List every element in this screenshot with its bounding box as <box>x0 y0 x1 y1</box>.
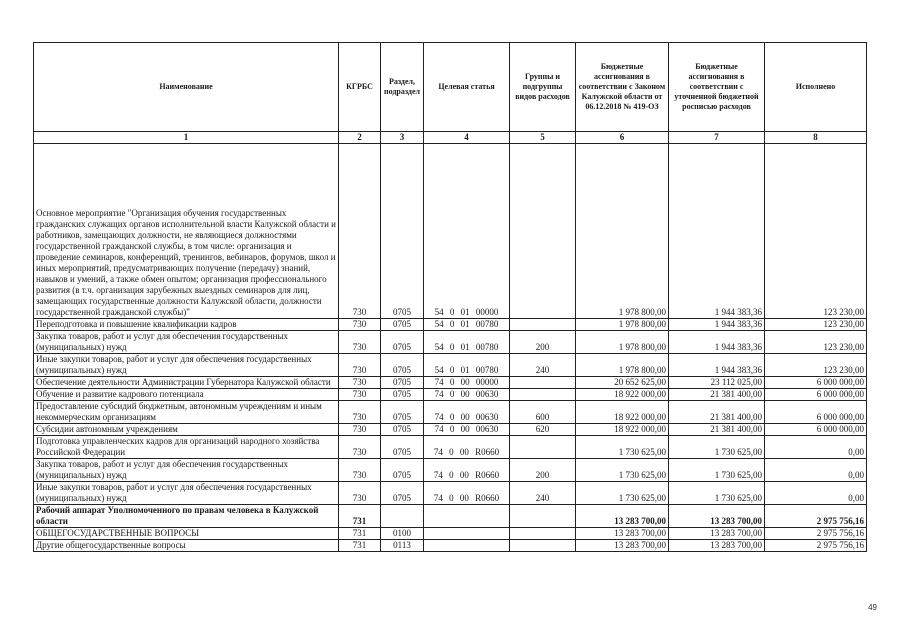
cell-group <box>510 436 576 459</box>
cell-target <box>424 528 510 540</box>
header-refined: Бюджетные ассигнования в соответствии с уточненной бюджетной росписью расходов <box>669 43 765 132</box>
cell-target: 54 0 01 00780 <box>424 331 510 354</box>
cell-group: 240 <box>510 482 576 505</box>
cell-law-amount: 13 283 700,00 <box>576 528 669 540</box>
cell-section: 0100 <box>381 528 424 540</box>
cell-law-amount: 1 730 625,00 <box>576 459 669 482</box>
cell-executed-amount: 2 975 756,16 <box>765 505 867 528</box>
cell-refined-amount: 21 381 400,00 <box>669 424 765 436</box>
cell-group: 620 <box>510 424 576 436</box>
cell-name: Основное мероприятие "Организация обучения государственных гражданских служащих органов исполнительной власти Калужской области и работников, замещающих должности, не являющиеся должностями государственной гражданской службы, в том числе: организация и проведение семинаров, конференций, тренингов, вебинаров, форумов, школ и иных мероприятий, предусматривающих получение (передачу) знаний, навыков и умений, а также обмен опытом; организация профессионального развития (в т.ч. организация зарубежных выездных семинаров для лиц, замещающих государственные должности Калужской области, должности государственной гражданской службы)" <box>34 144 339 319</box>
cell-refined-amount: 1 944 383,36 <box>669 319 765 331</box>
page-number: 49 <box>868 603 877 612</box>
cell-grbs: 730 <box>339 436 381 459</box>
cell-refined-amount: 13 283 700,00 <box>669 505 765 528</box>
cell-law-amount: 1 730 625,00 <box>576 436 669 459</box>
table-body <box>34 144 867 552</box>
column-number: 3 <box>381 132 424 144</box>
cell-refined-amount: 1 944 383,36 <box>669 331 765 354</box>
table-row <box>34 424 867 436</box>
cell-law-amount: 18 922 000,00 <box>576 389 669 401</box>
cell-section: 0705 <box>381 319 424 331</box>
cell-refined-amount: 1 944 383,36 <box>669 144 765 319</box>
cell-group <box>510 319 576 331</box>
cell-refined-amount: 21 381 400,00 <box>669 389 765 401</box>
cell-executed-amount: 123 230,00 <box>765 331 867 354</box>
column-number: 2 <box>339 132 381 144</box>
cell-name: Субсидии автономным учреждениям <box>34 424 339 436</box>
cell-target: 74 0 00 00630 <box>424 424 510 436</box>
cell-law-amount: 13 283 700,00 <box>576 505 669 528</box>
cell-name: Обеспечение деятельности Администрации Губернатора Калужской области <box>34 377 339 389</box>
cell-law-amount: 1 978 800,00 <box>576 319 669 331</box>
cell-target <box>424 505 510 528</box>
cell-executed-amount: 0,00 <box>765 482 867 505</box>
cell-target: 54 0 01 00780 <box>424 319 510 331</box>
cell-name: ОБЩЕГОСУДАРСТВЕННЫЕ ВОПРОСЫ <box>34 528 339 540</box>
table-row <box>34 459 867 482</box>
table-row <box>34 144 867 319</box>
cell-section: 0705 <box>381 389 424 401</box>
header-target: Целевая статья <box>424 43 510 132</box>
cell-target: 74 0 00 00630 <box>424 389 510 401</box>
table-row <box>34 401 867 424</box>
cell-group <box>510 540 576 552</box>
cell-section: 0705 <box>381 331 424 354</box>
cell-section <box>381 505 424 528</box>
cell-executed-amount: 6 000 000,00 <box>765 389 867 401</box>
table-row <box>34 505 867 528</box>
cell-executed-amount: 0,00 <box>765 459 867 482</box>
cell-grbs: 730 <box>339 319 381 331</box>
cell-name: Обучение и развитие кадрового потенциала <box>34 389 339 401</box>
cell-group: 600 <box>510 401 576 424</box>
header-name: Наименование <box>34 43 339 132</box>
cell-group <box>510 389 576 401</box>
table-row <box>34 319 867 331</box>
cell-refined-amount: 13 283 700,00 <box>669 528 765 540</box>
cell-refined-amount: 1 730 625,00 <box>669 459 765 482</box>
cell-grbs: 731 <box>339 528 381 540</box>
cell-executed-amount: 123 230,00 <box>765 354 867 377</box>
cell-law-amount: 18 922 000,00 <box>576 424 669 436</box>
cell-executed-amount: 123 230,00 <box>765 144 867 319</box>
cell-group <box>510 528 576 540</box>
cell-target: 74 0 00 R0660 <box>424 436 510 459</box>
cell-target: 54 0 01 00000 <box>424 144 510 319</box>
cell-executed-amount: 6 000 000,00 <box>765 377 867 389</box>
header-row <box>34 43 867 132</box>
cell-section: 0705 <box>381 424 424 436</box>
cell-section: 0705 <box>381 482 424 505</box>
cell-section: 0705 <box>381 459 424 482</box>
table-row <box>34 354 867 377</box>
cell-law-amount: 1 730 625,00 <box>576 482 669 505</box>
table-row <box>34 436 867 459</box>
cell-name: Другие общегосударственные вопросы <box>34 540 339 552</box>
column-number: 5 <box>510 132 576 144</box>
column-number: 8 <box>765 132 867 144</box>
cell-target: 74 0 00 00630 <box>424 401 510 424</box>
cell-grbs: 730 <box>339 144 381 319</box>
cell-grbs: 731 <box>339 505 381 528</box>
cell-grbs: 730 <box>339 459 381 482</box>
cell-name: Предоставление субсидий бюджетным, автономным учреждениям и иным некоммерческим организациям <box>34 401 339 424</box>
cell-refined-amount: 13 283 700,00 <box>669 540 765 552</box>
cell-executed-amount: 123 230,00 <box>765 319 867 331</box>
cell-refined-amount: 1 730 625,00 <box>669 436 765 459</box>
cell-grbs: 730 <box>339 377 381 389</box>
cell-refined-amount: 23 112 025,00 <box>669 377 765 389</box>
table-row <box>34 389 867 401</box>
table-row <box>34 528 867 540</box>
cell-law-amount: 20 652 625,00 <box>576 377 669 389</box>
cell-section: 0705 <box>381 401 424 424</box>
cell-name: Переподготовка и повышение квалификации кадров <box>34 319 339 331</box>
cell-name: Закупка товаров, работ и услуг для обеспечения государственных (муниципальных) нужд <box>34 331 339 354</box>
cell-group <box>510 505 576 528</box>
cell-grbs: 730 <box>339 389 381 401</box>
cell-name: Закупка товаров, работ и услуг для обеспечения государственных (муниципальных) нужд <box>34 459 339 482</box>
cell-executed-amount: 6 000 000,00 <box>765 424 867 436</box>
cell-target: 74 0 00 00000 <box>424 377 510 389</box>
cell-name: Рабочий аппарат Уполномоченного по правам человека в Калужской области <box>34 505 339 528</box>
cell-target <box>424 540 510 552</box>
table-row <box>34 482 867 505</box>
table-row <box>34 540 867 552</box>
cell-executed-amount: 6 000 000,00 <box>765 401 867 424</box>
cell-grbs: 730 <box>339 354 381 377</box>
cell-group: 240 <box>510 354 576 377</box>
cell-law-amount: 1 978 800,00 <box>576 144 669 319</box>
cell-target: 54 0 01 00780 <box>424 354 510 377</box>
cell-grbs: 730 <box>339 331 381 354</box>
header-section: Раздел, подраздел <box>381 43 424 132</box>
cell-refined-amount: 1 730 625,00 <box>669 482 765 505</box>
table-row <box>34 377 867 389</box>
cell-executed-amount: 2 975 756,16 <box>765 528 867 540</box>
cell-group <box>510 377 576 389</box>
header-groups: Группы и подгруппы видов расходов <box>510 43 576 132</box>
cell-section: 0705 <box>381 436 424 459</box>
cell-group <box>510 144 576 319</box>
column-number: 7 <box>669 132 765 144</box>
cell-grbs: 730 <box>339 424 381 436</box>
cell-target: 74 0 00 R0660 <box>424 482 510 505</box>
column-number: 1 <box>34 132 339 144</box>
cell-refined-amount: 1 944 383,36 <box>669 354 765 377</box>
cell-target: 74 0 00 R0660 <box>424 459 510 482</box>
cell-section: 0705 <box>381 377 424 389</box>
column-number: 6 <box>576 132 669 144</box>
cell-section: 0705 <box>381 144 424 319</box>
cell-grbs: 730 <box>339 401 381 424</box>
cell-law-amount: 1 978 800,00 <box>576 354 669 377</box>
cell-name: Иные закупки товаров, работ и услуг для обеспечения государственных (муниципальных) нужд <box>34 354 339 377</box>
cell-name: Подготовка управленческих кадров для организаций народного хозяйства Российской Федерации <box>34 436 339 459</box>
column-number: 4 <box>424 132 510 144</box>
cell-group: 200 <box>510 331 576 354</box>
cell-section: 0705 <box>381 354 424 377</box>
cell-law-amount: 18 922 000,00 <box>576 401 669 424</box>
header-law: Бюджетные ассигнования в соответствии с Законом Калужской области от 06.12.2018 № 419-ОЗ <box>576 43 669 132</box>
cell-executed-amount: 0,00 <box>765 436 867 459</box>
header-executed: Исполнено <box>765 43 867 132</box>
cell-executed-amount: 2 975 756,16 <box>765 540 867 552</box>
cell-name: Иные закупки товаров, работ и услуг для обеспечения государственных (муниципальных) нужд <box>34 482 339 505</box>
cell-group: 200 <box>510 459 576 482</box>
cell-section: 0113 <box>381 540 424 552</box>
cell-grbs: 731 <box>339 540 381 552</box>
table-row <box>34 331 867 354</box>
cell-grbs: 730 <box>339 482 381 505</box>
cell-law-amount: 13 283 700,00 <box>576 540 669 552</box>
budget-table <box>33 42 867 552</box>
cell-refined-amount: 21 381 400,00 <box>669 401 765 424</box>
cell-law-amount: 1 978 800,00 <box>576 331 669 354</box>
column-number-row <box>34 132 867 144</box>
header-grbs: КГРБС <box>339 43 381 132</box>
